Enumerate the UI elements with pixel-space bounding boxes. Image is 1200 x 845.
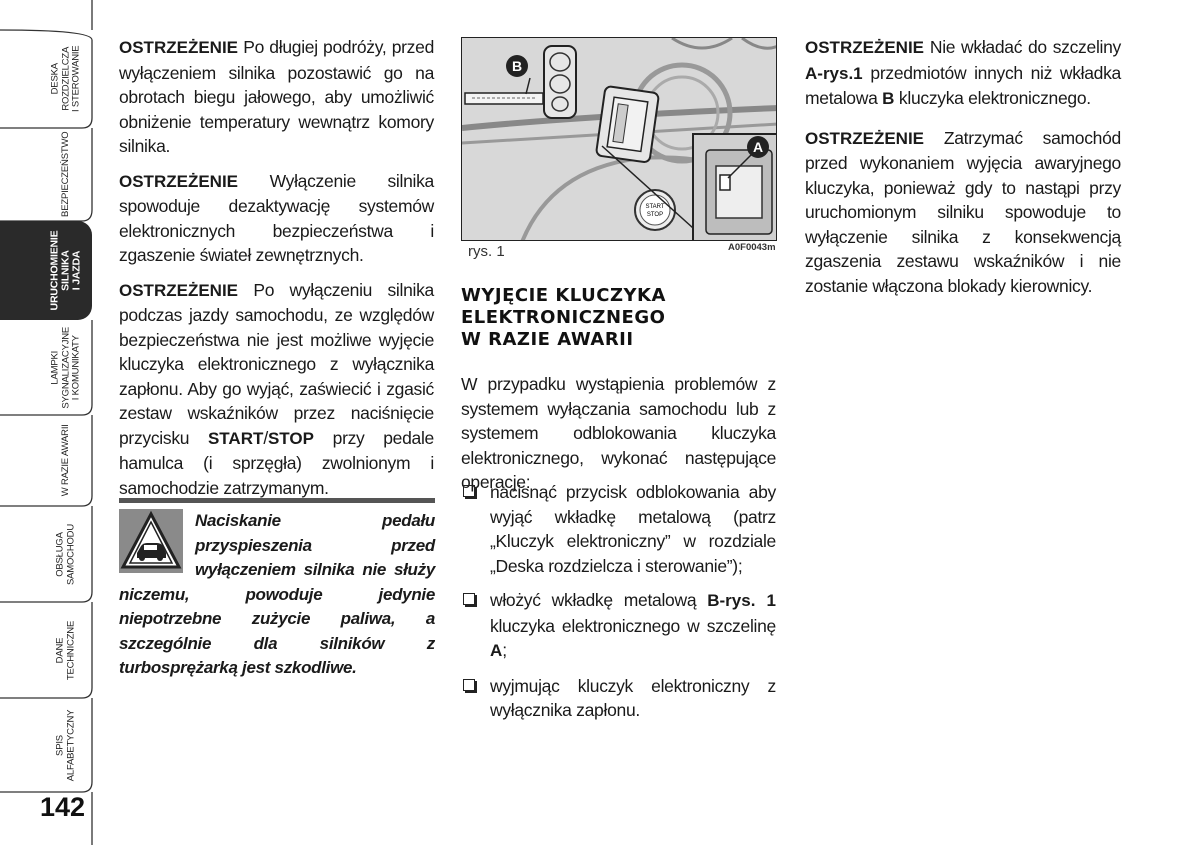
warning-paragraph-1: OSTRZEŻENIE Po długiej podróży, przed wyłączeniem silnika pozostawić go na obrotach biegu jałowego, aby umożliwić obniżenie temperatury wewnątrz komory silnika. [119,37,434,156]
list-item: włożyć wkładkę metalową B-rys. 1 kluczyka elektronicznego w szczelinę A; [461,588,776,664]
tab-deska-rozdzielcza[interactable]: DESKA ROZDZIELCZA I STEROWANIE [49,45,82,113]
figure-caption: rys. 1 [468,243,505,260]
chapter-tabs [0,0,100,845]
label-b: B [511,58,523,74]
warning-paragraph-3: OSTRZEŻENIE Po wyłączeniu silnika podczas jazdy samochodu, ze względów bezpieczeństwa nie jest możliwe wyjęcie kluczyka elektronicznego z wyłącznika zapłonu. Aby go wyjąć, zaświecić i zgasić zestaw wskaźników przez naciśnięcie przycisku START/STOP przy pedale hamulca (i sprzęgła) zwolnionym i samochodzie zatrzymanym. [119,279,434,498]
column-left [119,35,434,510]
stop-label: STOP [646,212,664,218]
warning-paragraph-4: OSTRZEŻENIE Nie wkładać do szczeliny A-rys.1 przedmiotów innych niż wkładka metalowa B kluczyka elektronicznego. [805,37,1121,108]
dashboard-illustration [462,38,777,241]
warning-paragraph-2: OSTRZEŻENIE Wyłączenie silnika spowoduje dezaktywację systemów elektronicznych bezpieczeństwa i zgaszenie świateł zewnętrznych. [119,170,434,265]
checkbox-bullet-icon [463,679,475,691]
tab-obsluga-samochodu[interactable]: OBSŁUGA SAMOCHODU [54,523,76,585]
tab-lampki-sygnalizacyjne[interactable]: LAMPKI SYGNALIZACYJNE I KOMUNIKATY [49,326,82,409]
checkbox-bullet-icon [463,485,475,497]
tab-uruchomienie-silnika[interactable]: URUCHOMIENIE SILNIKA I JAZDA [0,221,92,320]
list-item: wyjmując kluczyk elektroniczny z wyłącznika zapłonu. [461,674,776,723]
procedure-steps [461,480,776,733]
warning-paragraph-5: OSTRZEŻENIE Zatrzymać samochód przed wykonaniem wyjęcia awaryjnego kluczyka, ponieważ gdy to nastąpi przy uruchomionym silniku spowoduje to wyłączenie silnika z konsekwencją zgaszenia zestawu wskaźników i nie zostanie włączona blokady kierownicy. [805,127,1121,296]
figure-code: A0F0043m [728,242,776,253]
section-title: WYJĘCIE KLUCZYKA ELEKTRONICZNEGO W RAZIE AWARII [461,285,666,350]
tab-spis-alfabetyczny[interactable]: SPIS ALFABETYCZNY [54,709,76,781]
tab-dane-techniczne[interactable]: DANE TECHNICZNE [54,620,76,680]
tab-bezpieczenstwo[interactable]: BEZPIECZEŃSTWO [59,131,71,218]
section-intro: W przypadku wystąpienia problemów z systemem wyłączania samochodu lub z systemem odblokowania kluczyka elektronicznego, wykonać następujące operacje: [461,374,776,492]
figure-key-slot [461,37,777,241]
list-item: nacisnąć przycisk odblokowania aby wyjąć wkładkę metalową (patrz „Kluczyk elektroniczny” w rozdziale „Deska rozdzielcza i sterowanie”); [461,480,776,578]
label-a: A [752,139,764,155]
page-number: 142 [40,792,86,822]
column-right [805,35,1121,308]
warning-box-text: Naciskanie pedału przyspieszenia przed wyłączeniem silnika nie służy niczemu, powoduje jedynie niepotrzebne zużycie paliwa, a szczególnie dla silników z turbosprężarką jest szkodliwe. [119,511,435,677]
checkbox-bullet-icon [463,593,475,605]
start-label: START [645,204,665,210]
warning-box-rule [119,498,435,503]
tab-w-razie-awarii[interactable]: W RAZIE AWARII [59,424,71,497]
